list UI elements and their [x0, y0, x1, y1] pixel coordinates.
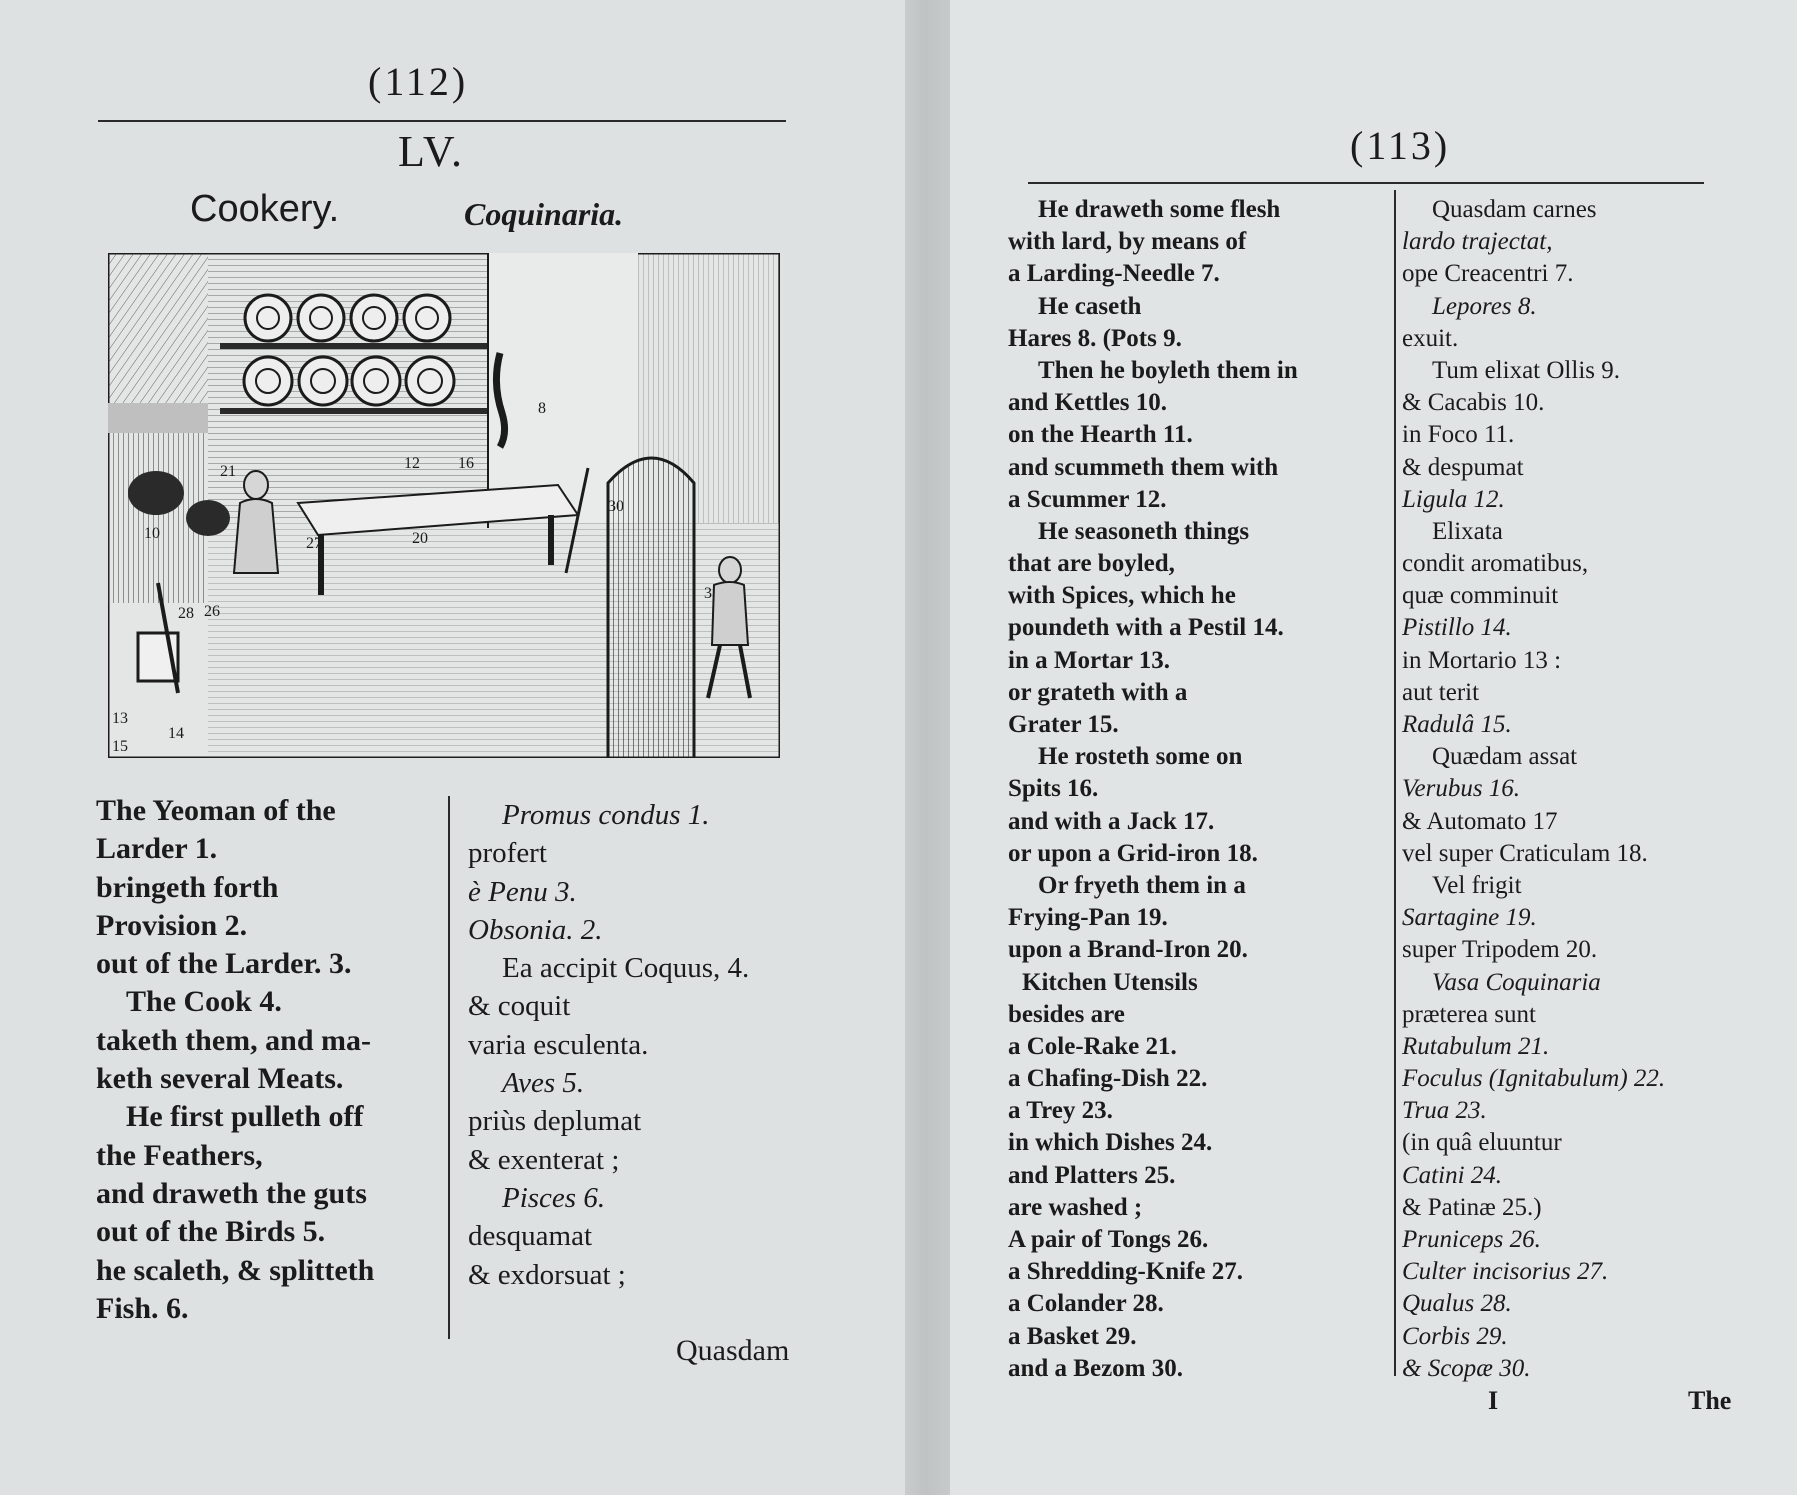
latin-line: Vasa Coquinaria — [1432, 968, 1601, 996]
latin-line: priùs deplumat — [468, 1105, 642, 1138]
latin-line: Quædam assat — [1432, 743, 1578, 771]
english-line: A pair of Tongs 26. — [1008, 1226, 1209, 1253]
english-line: poundeth with a Pestil 14. — [1008, 614, 1284, 642]
illustration-number: 12 — [404, 455, 420, 472]
latin-line: Promus condus 1. — [502, 799, 710, 831]
latin-line: è Penu 3. — [468, 875, 577, 908]
column-divider — [448, 796, 450, 1339]
english-line: Grater 15. — [1008, 711, 1119, 738]
book-gutter — [905, 0, 950, 1495]
english-line: and Kettles 10. — [1008, 389, 1168, 417]
latin-line: Corbis 29. — [1402, 1322, 1508, 1350]
latin-line: præterea sunt — [1402, 1000, 1536, 1028]
illustration-number: 21 — [220, 463, 236, 480]
illustration-number: 16 — [458, 455, 474, 472]
signature-mark: I — [1488, 1386, 1499, 1415]
english-line: that are boyled, — [1008, 550, 1175, 578]
latin-line: & coquit — [468, 990, 571, 1023]
english-line: Kitchen Utensils — [1022, 968, 1198, 996]
illustration-number: 15 — [112, 738, 128, 755]
illustration-number: 8 — [538, 400, 546, 417]
english-line: a Cole-Rake 21. — [1008, 1032, 1177, 1060]
latin-line: varia esculenta. — [468, 1028, 649, 1061]
english-line: in a Mortar 13. — [1008, 646, 1171, 674]
latin-line: Pruniceps 26. — [1402, 1226, 1541, 1253]
english-line: and Platters 25. — [1008, 1161, 1176, 1189]
english-line: he scaleth, & splitteth — [96, 1253, 375, 1287]
english-line: or upon a Grid-iron 18. — [1008, 839, 1258, 867]
header-rule — [98, 120, 786, 122]
english-line: a Scummer 12. — [1008, 485, 1167, 513]
latin-line: in Foco 11. — [1402, 421, 1515, 449]
english-line: in which Dishes 24. — [1008, 1129, 1213, 1157]
page-number: (112) — [368, 59, 469, 104]
illustration-number: 26 — [204, 603, 220, 620]
page-number: (113) — [1350, 123, 1451, 168]
illustration-number: 13 — [112, 710, 128, 727]
kitchen-woodcut-illustration — [108, 253, 780, 758]
latin-line: Quasdam carnes — [1432, 196, 1597, 223]
english-line: a Colander 28. — [1008, 1290, 1164, 1318]
english-line: a Trey 23. — [1008, 1097, 1113, 1125]
english-line: a Larding-Needle 7. — [1008, 260, 1220, 288]
latin-line: Qualus 28. — [1402, 1290, 1512, 1318]
latin-line: Culter incisorius 27. — [1402, 1258, 1609, 1286]
latin-line: Rutabulum 21. — [1402, 1032, 1550, 1060]
latin-line: & exenterat ; — [468, 1143, 620, 1176]
illustration-number: 27 — [306, 535, 322, 552]
latin-line: & exdorsuat ; — [468, 1258, 626, 1291]
english-line: He caseth — [1038, 292, 1142, 320]
latin-column — [1402, 194, 1665, 1385]
english-line: or grateth with a — [1008, 678, 1188, 706]
latin-line: Obsonia. 2. — [468, 913, 603, 946]
english-line: the Feathers, — [96, 1138, 263, 1172]
english-line: He draweth some flesh — [1038, 196, 1281, 223]
english-column — [1008, 194, 1298, 1385]
chapter-title-english: Cookery. — [190, 188, 340, 230]
illustration-number: 30 — [608, 498, 624, 515]
header-rule — [1028, 182, 1704, 184]
latin-line: condit aromatibus, — [1402, 550, 1589, 578]
latin-line: & Scopæ 30. — [1402, 1354, 1531, 1382]
latin-line: & Cacabis 10. — [1402, 389, 1545, 417]
english-line: Hares 8. (Pots 9. — [1008, 324, 1182, 352]
english-line: Larder 1. — [96, 832, 218, 866]
english-line: out of the Larder. 3. — [96, 947, 352, 981]
english-line: taketh them, and ma- — [96, 1023, 371, 1057]
english-line: keth several Meats. — [96, 1062, 344, 1096]
latin-line: Lepores 8. — [1432, 292, 1537, 320]
english-line: with lard, by means of — [1008, 228, 1247, 256]
latin-line: Pistillo 14. — [1402, 614, 1512, 642]
latin-line: vel super Craticulam 18. — [1402, 839, 1648, 867]
right-page — [950, 0, 1797, 1495]
latin-line: in Mortario 13 : — [1402, 646, 1562, 674]
latin-line: Aves 5. — [502, 1067, 585, 1100]
english-line: and draweth the guts — [96, 1176, 367, 1210]
english-line: He first pulleth off — [126, 1100, 364, 1134]
latin-line: Trua 23. — [1402, 1097, 1487, 1125]
english-line: and a Bezom 30. — [1008, 1354, 1183, 1382]
latin-line: Verubus 16. — [1402, 775, 1521, 803]
latin-line: desquamat — [468, 1220, 593, 1253]
latin-line: super Tripodem 20. — [1402, 936, 1598, 964]
catchword: The — [1688, 1386, 1732, 1415]
english-line: He seasoneth things — [1038, 517, 1250, 545]
english-line: a Chafing-Dish 22. — [1008, 1065, 1208, 1093]
english-line: The Cook 4. — [126, 985, 282, 1019]
latin-line: exuit. — [1402, 324, 1459, 352]
catchword: Quasdam — [676, 1334, 790, 1367]
latin-line: aut terit — [1402, 678, 1480, 706]
illustration-number: 28 — [178, 605, 194, 622]
latin-line: Vel frigit — [1432, 871, 1522, 899]
latin-line: (in quâ eluuntur — [1402, 1129, 1562, 1157]
english-line: on the Hearth 11. — [1008, 421, 1193, 449]
latin-line: Sartagine 19. — [1402, 904, 1537, 932]
illustration-number: 20 — [412, 530, 428, 547]
latin-line: Catini 24. — [1402, 1161, 1503, 1189]
english-line: Then he boyleth them in — [1038, 356, 1298, 384]
chapter-number: LV. — [398, 127, 464, 176]
latin-line: & Patinæ 25.) — [1402, 1193, 1542, 1221]
latin-line: profert — [468, 837, 547, 870]
latin-line: Foculus (Ignitabulum) 22. — [1402, 1065, 1666, 1093]
latin-line: Ligula 12. — [1402, 485, 1505, 513]
english-line: are washed ; — [1008, 1193, 1143, 1221]
latin-line: quæ comminuit — [1402, 582, 1559, 610]
latin-line: ope Creacentri 7. — [1402, 260, 1574, 288]
english-line: a Shredding-Knife 27. — [1008, 1258, 1243, 1286]
english-line: The Yeoman of the — [96, 794, 336, 827]
english-column — [96, 792, 374, 1328]
latin-line: & Automato 17 — [1402, 807, 1558, 835]
latin-line: Ea accipit Coquus, 4. — [502, 952, 750, 985]
english-line: Provision 2. — [96, 908, 248, 942]
illustration-number: 10 — [144, 525, 160, 542]
column-divider — [1394, 190, 1396, 1376]
english-line: and scummeth them with — [1008, 453, 1279, 481]
latin-line: lardo trajectat, — [1402, 228, 1553, 256]
english-line: He rosteth some on — [1038, 743, 1243, 771]
english-line: and with a Jack 17. — [1008, 807, 1215, 835]
english-line: out of the Birds 5. — [96, 1215, 326, 1249]
latin-line: Tum elixat Ollis 9. — [1432, 356, 1620, 384]
english-line: Frying-Pan 19. — [1008, 904, 1168, 932]
latin-line: Radulâ 15. — [1402, 711, 1512, 738]
english-line: upon a Brand-Iron 20. — [1008, 936, 1248, 964]
english-line: besides are — [1008, 1000, 1125, 1028]
english-line: with Spices, which he — [1008, 582, 1236, 610]
english-line: Spits 16. — [1008, 775, 1099, 803]
english-line: Fish. 6. — [96, 1291, 189, 1325]
illustration-number: 3 — [704, 585, 712, 602]
latin-line: & despumat — [1402, 453, 1524, 481]
english-line: bringeth forth — [96, 870, 279, 904]
english-line: a Basket 29. — [1008, 1322, 1137, 1350]
illustration-number: 14 — [168, 725, 184, 742]
latin-line: Elixata — [1432, 517, 1503, 545]
latin-line: Pisces 6. — [502, 1181, 606, 1214]
english-line: Or fryeth them in a — [1038, 871, 1246, 899]
chapter-title-latin: Coquinaria. — [464, 196, 624, 232]
latin-column — [468, 796, 749, 1294]
